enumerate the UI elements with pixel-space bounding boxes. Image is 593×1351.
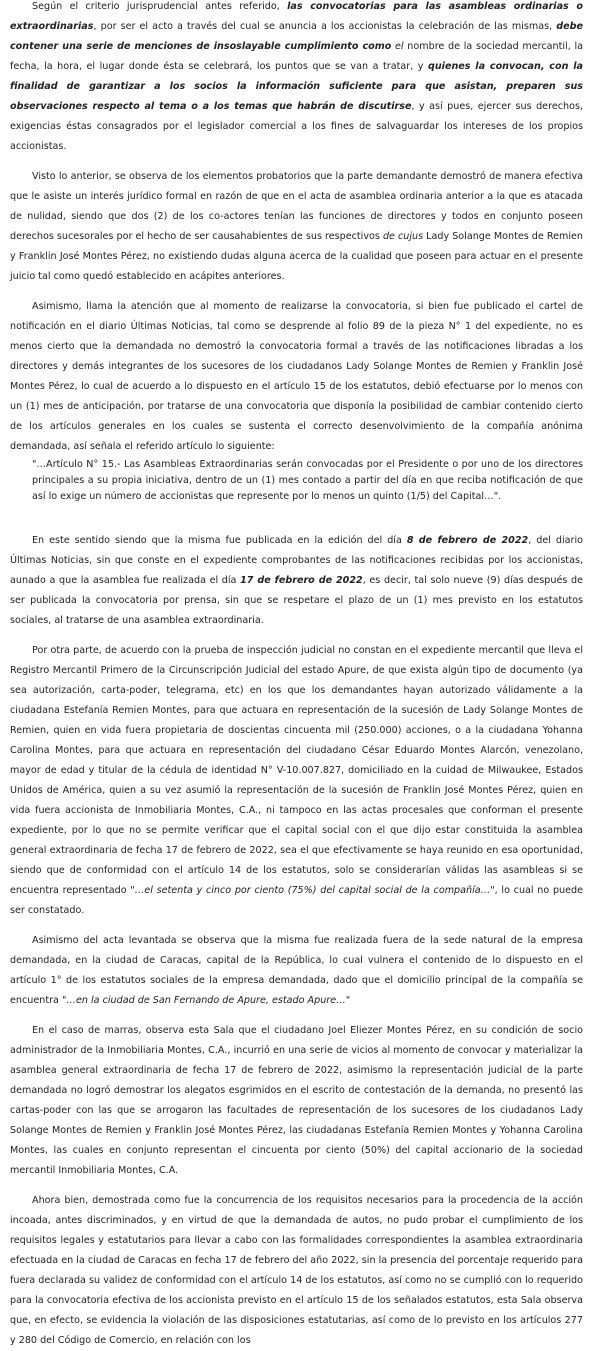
paragraph-8: [10, 1191, 583, 1351]
text-run: Por otra parte, de acuerdo con la prueba de inspección judicial no constan en el expediente mercantil que lleva el Registro Mercantil Primero de la Circunscripción Judicial del estado Apure, de que exista algún tipo de documento (ya sea autorización, carta-poder, telegrama, etc) en los que los demandantes hayan autorizado válidamente a la ciudadana Estefanía Remien Montes, para que actuara en representación de la sucesión de Lady Solange Montes de Remien, quien en vida fuera propietaria de doscientas cincuenta mil (250.000) acciones, o a la ciudadana Yohanna Carolina Montes, para que actuara en representación del ciudadano César Eduardo Montes Alarcón, venezolano, mayor de edad y titular de la cédula de identidad N° V-10.007.827, domiciliado en la cuidad de Milwaukee, Estados Unidos de América, quien a su vez asumió la representación de la sucesión de Franklin José Montes Pérez, quien en vida fuera accionista de Inmobiliaria Montes, C.A., ni tampoco en las actas procesales que conforman el presente expediente, por lo que no se permite verificar que el capital social con el que dijo estar constituida la asamblea general extraordinaria de fecha 17 de febrero de 2022, sea el que efectivamente se haya reunido en esa oportunidad, siendo que de conformidad con el artículo 14 de los estatutos, solo se considerarían válidas las asambleas si se encuentra representado: [10, 645, 583, 896]
text-run: debe contener una serie de menciones de insoslayable cumplimiento como: [10, 21, 583, 52]
text-run: las convocatorias para las asambleas ordinarias o extraordinarias: [10, 1, 583, 32]
text-run: , lo cual no puede ser constatado.: [10, 885, 584, 916]
quoted-article-15: [32, 457, 583, 505]
text-run: Lady Solange Montes de Remien y Franklin José Montes Pérez, no existiendo dudas alguna acerca de la cualidad que poseen para actuar en el presente juicio tal como quedó establecido en acápites anteriores.: [10, 231, 583, 282]
paragraph-2: [10, 167, 583, 287]
text-run: de cujus: [382, 231, 424, 242]
text-run: Asimismo, llama la atención que al momento de realizarse la convocatoria, si bien fue publicado el cartel de notificación en el diario Últimas Noticias, tal como se desprende al folio 89 de la pieza N° 1 del expediente, no es menos cierto que la demandada no demostró la convocatoria formal a través de las notificaciones libradas a los directores y demás integrantes de los sucesores de los ciudadanos Lady Solange Montes de Remien y Franklin José Montes Pérez, lo cual de acuerdo a lo dispuesto en el artículo 15 de los estatutos, debió efectuarse por lo menos con un (1) mes de anticipación, por tratarse de una convocatoria que disponía la posibilidad de cambiar contenido cierto de los artículos generales en los cuales se sustenta el correcto desenvolvimiento de la compañía anónima demandada, así señala el referido artículo lo siguiente:: [10, 301, 583, 452]
paragraph-1: [10, 0, 583, 157]
text-run: , del diario Últimas Noticias, sin que conste en el expediente comprobantes de las notificaciones recibidas por los accionistas, aunado a que la asamblea fue realizada el día: [10, 535, 584, 586]
text-run: "…Artículo N° 15.- Las Asambleas Extraordinarias serán convocadas por el Presidente o por uno de los directores principales a su propia iniciativa, dentro de un (1) mes contado a partir del día en que reciba notificación de que así lo exige un número de accionistas que represente por lo menos un quinto (1/5) del Capital…".: [32, 459, 583, 502]
text-run: 8 de febrero de 2022: [406, 535, 529, 546]
text-run: "…el setenta y cinco por ciento (75%) del capital social de la compañía…": [130, 885, 495, 896]
text-run: Ahora bien, demostrada como fue la concurrencia de los requisitos necesarios para la procedencia de la acción incoada, antes discriminados, y en virtud de que la demandada de autos, no pudo probar el cumplimiento de los requisitos legales y estatutarios para llevar a cabo con las formalidades correspondientes la asamblea extraordinaria efectuada en la ciudad de Caracas en fecha 17 de febrero del año 2022, sin la presencia del porcentaje requerido para fuera declarada su validez de conformidad con el artículo 14 de los estatutos, así como no se cumplió con lo requerido para la convocatoria efectiva de los accionista previsto en el artículo 15 de los señalados estatutos, esta Sala observa que, en efecto, se evidencia la violación de las disposiciones estatutarias, así como de lo previsto en los artículos 277 y 280 del Código de Comercio, en relación con los: [10, 1195, 583, 1346]
text-run: Asimismo del acta levantada se observa que la misma fue realizada fuera de la sede natural de la empresa demandada, en la ciudad de Caracas, capital de la República, lo cual vulnera el contenido de lo dispuesto en el artículo 1° de los estatutos sociales de la empresa demandada, dado que el domicilio principal de la compañía se encuentra: [10, 935, 583, 1006]
text-run: Según el criterio jurisprudencial antes referido,: [32, 1, 288, 12]
text-run: , es decir, tal solo nueve (9) días después de ser publicada la convocatoria por prensa, sin que se respetare el plazo de un (1) mes previsto en los estatutos sociales, al tratarse de una asamblea extraordinaria.: [10, 575, 583, 626]
paragraph-6: [10, 931, 583, 1011]
text-run: el: [395, 41, 404, 52]
text-run: , y así pues, ejercer sus derechos, exigencias éstas consagrados por el legislador comercial a los fines de salvaguardar los intereses de los propios accionistas.: [10, 101, 583, 152]
text-run: En este sentido siendo que la misma fue publicada en la edición del día: [32, 535, 407, 546]
paragraph-4: [10, 531, 583, 631]
text-run: nombre de la sociedad mercantil, la fecha, la hora, el lugar donde ésta se celebrará, los puntos que se van a tratar, y: [10, 41, 583, 72]
text-run: "…en la ciudad de San Fernando de Apure, estado Apure…": [61, 995, 351, 1006]
text-run: , por ser el acto a través del cual se anuncia a los accionistas la celebración de las mismas,: [93, 21, 557, 32]
paragraph-5: [10, 641, 583, 921]
text-run: quienes la convocan, con la finalidad de garantizar a los socios la información suficiente para que asistan, preparen sus observaciones respecto al tema o a los temas que habrán de discutirse: [10, 61, 583, 112]
text-run: 17 de febrero de 2022: [240, 575, 363, 586]
paragraph-3: [10, 297, 583, 457]
paragraph-7: [10, 1021, 583, 1181]
text-run: En el caso de marras, observa esta Sala que el ciudadano Joel Eliezer Montes Pérez, en su condición de socio administrador de la Inmobiliaria Montes, C.A., incurrió en una serie de vicios al momento de convocar y materializar la asamblea general extraordinaria de fecha 17 de febrero de 2022, asimismo la representación judicial de la parte demandada no logró demostrar los alegatos esgrimidos en el escrito de contestación de la demanda, no presentó las cartas-poder con las que se arrogaron las facultades de representación de los sucesores de los ciudadanos Lady Solange Montes de Remien y Franklin José Montes Pérez, las ciudadanas Estefanía Remien Montes y Yohanna Carolina Montes, las cuales en conjunto representan el cincuenta por ciento (50%) del capital accionario de la sociedad mercantil Inmobiliaria Montes, C.A.: [10, 1025, 583, 1176]
text-run: Visto lo anterior, se observa de los elementos probatorios que la parte demandante demostró de manera efectiva que le asiste un interés jurídico formal en razón de que en el acta de asamblea ordinaria anterior a la que es atacada de nulidad, siendo que dos (2) de los co-actores tenían las funciones de directores y todos en conjunto poseen derechos sucesorales por el hecho de ser causahabientes de sus respectivos: [10, 171, 583, 242]
